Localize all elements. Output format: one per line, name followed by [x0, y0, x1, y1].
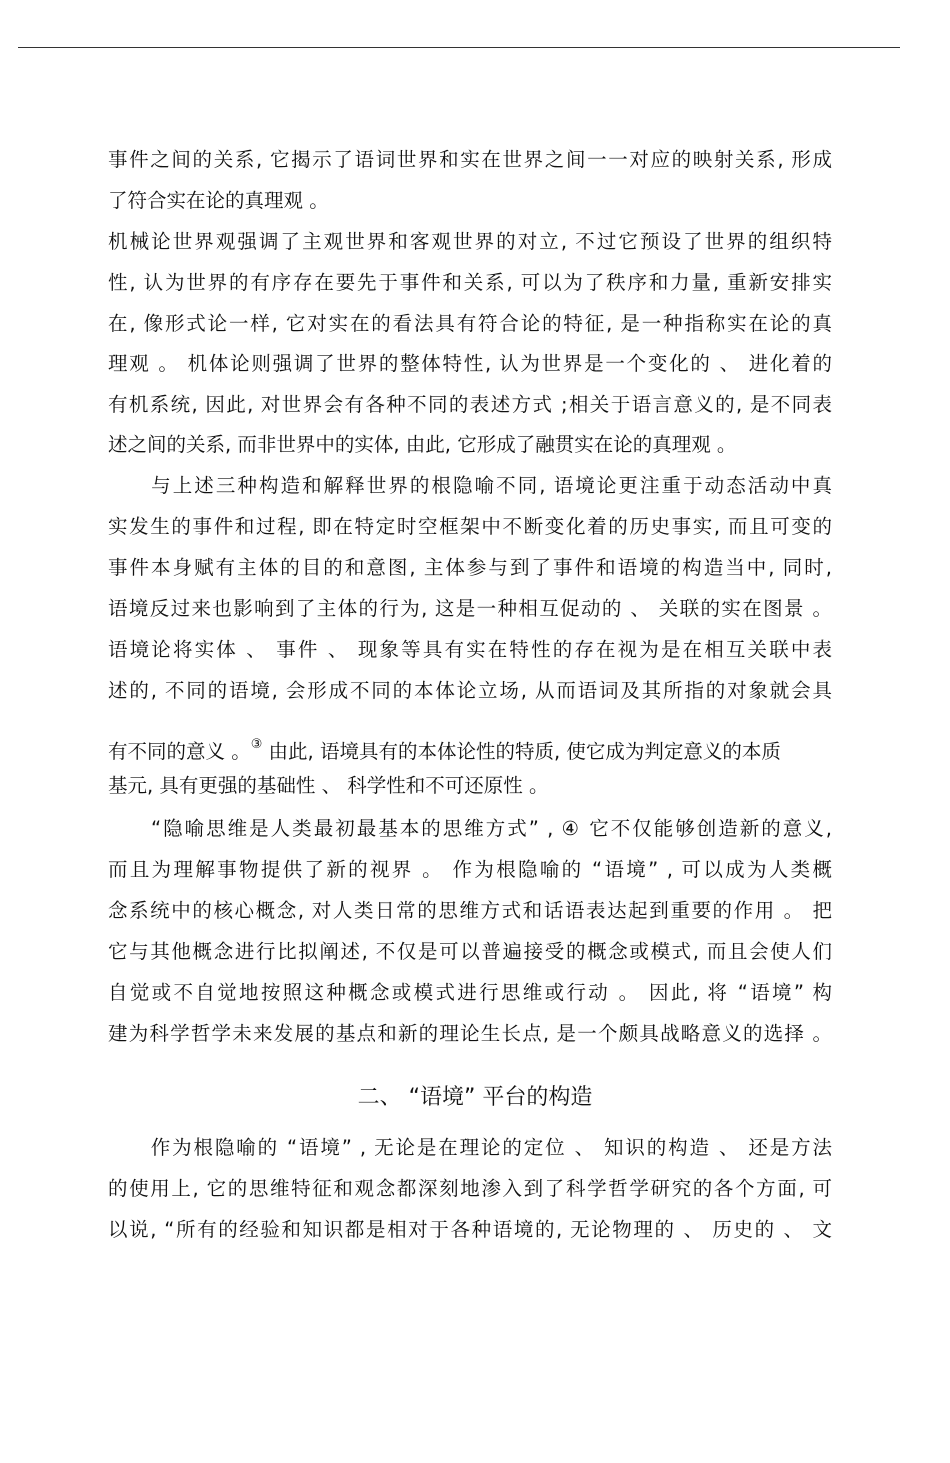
text-line: 了符合实在论的真理观 。 [108, 189, 329, 212]
text-line: 建为科学哲学未来发展的基点和新的理论生长点, 是一个颇具战略意义的选择 。 [108, 1022, 832, 1045]
text-line: 基元, 具有更强的基础性 、 科学性和不可还原性 。 [108, 774, 549, 797]
text-line: 在, 像形式论一样, 它对实在的看法具有符合论的特征, 是一种指称实在论的真 [108, 312, 832, 335]
text-line: 语境论将实体 、 事件 、 现象等具有实在特性的存在视为是在相互关联中表 [108, 638, 832, 661]
text-line: 事件本身赋有主体的目的和意图, 主体参与到了事件和语境的构造当中, 同时, [108, 556, 832, 579]
text-line: 以说, “所有的经验和知识都是相对于各种语境的, 无论物理的 、 历史的 、 文 [108, 1218, 832, 1241]
text-segment: 由此, 语境具有的本体论性的特质, 使它成为判定意义的本质 [262, 740, 781, 763]
text-line: 的使用上, 它的思维特征和观念都深刻地渗入到了科学哲学研究的各个方面, 可 [108, 1177, 832, 1200]
text-segment: 有不同的意义 。 [108, 740, 251, 763]
text-line: “隐喻思维是人类最初最基本的思维方式” , ④ 它不仅能够创造新的意义, [108, 817, 832, 840]
text-line: 实发生的事件和过程, 即在特定时空框架中不断变化着的历史事实, 而且可变的 [108, 515, 832, 538]
text-line [108, 732, 832, 765]
text-line: 而且为理解事物提供了新的视界 。 作为根隐喻的 “语境” , 可以成为人类概 [108, 858, 832, 881]
section-heading: 二、 “语境” 平台的构造 [357, 1085, 593, 1110]
text-line: 语境反过来也影响到了主体的行为, 这是一种相互促动的 、 关联的实在图景 。 [108, 597, 832, 620]
text-line: 有机系统, 因此, 对世界会有各种不同的表述方式 ;相关于语言意义的, 是不同表 [108, 393, 832, 416]
text-line: 事件之间的关系, 它揭示了语词世界和实在世界之间一一对应的映射关系, 形成 [108, 148, 832, 171]
text-line: 念系统中的核心概念, 对人类日常的思维方式和话语表达起到重要的作用 。 把 [108, 899, 832, 922]
text-line: 自觉或不自觉地按照这种概念或模式进行思维或行动 。 因此, 将 “语境” 构 [108, 981, 832, 1004]
text-line: 它与其他概念进行比拟阐述, 不仅是可以普遍接受的概念或模式, 而且会使人们 [108, 940, 832, 963]
text-line: 述的, 不同的语境, 会形成不同的本体论立场, 从而语词及其所指的对象就会具 [108, 679, 832, 702]
text-line: 机械论世界观强调了主观世界和客观世界的对立, 不过它预设了世界的组织特 [108, 230, 832, 253]
text-line: 理观 。 机体论则强调了世界的整体特性, 认为世界是一个变化的 、 进化着的 [108, 352, 832, 375]
footnote-mark[interactable]: ③ [250, 737, 263, 752]
header-rule [18, 47, 900, 48]
text-line: 述之间的关系, 而非世界中的实体, 由此, 它形成了融贯实在论的真理观 。 [108, 433, 737, 456]
text-line: 与上述三种构造和解释世界的根隐喻不同, 语境论更注重于动态活动中真 [108, 474, 832, 497]
text-line: 作为根隐喻的 “语境” , 无论是在理论的定位 、 知识的构造 、 还是方法 [108, 1136, 832, 1159]
text-line: 性, 认为世界的有序存在要先于事件和关系, 可以为了秩序和力量, 重新安排实 [108, 271, 832, 294]
